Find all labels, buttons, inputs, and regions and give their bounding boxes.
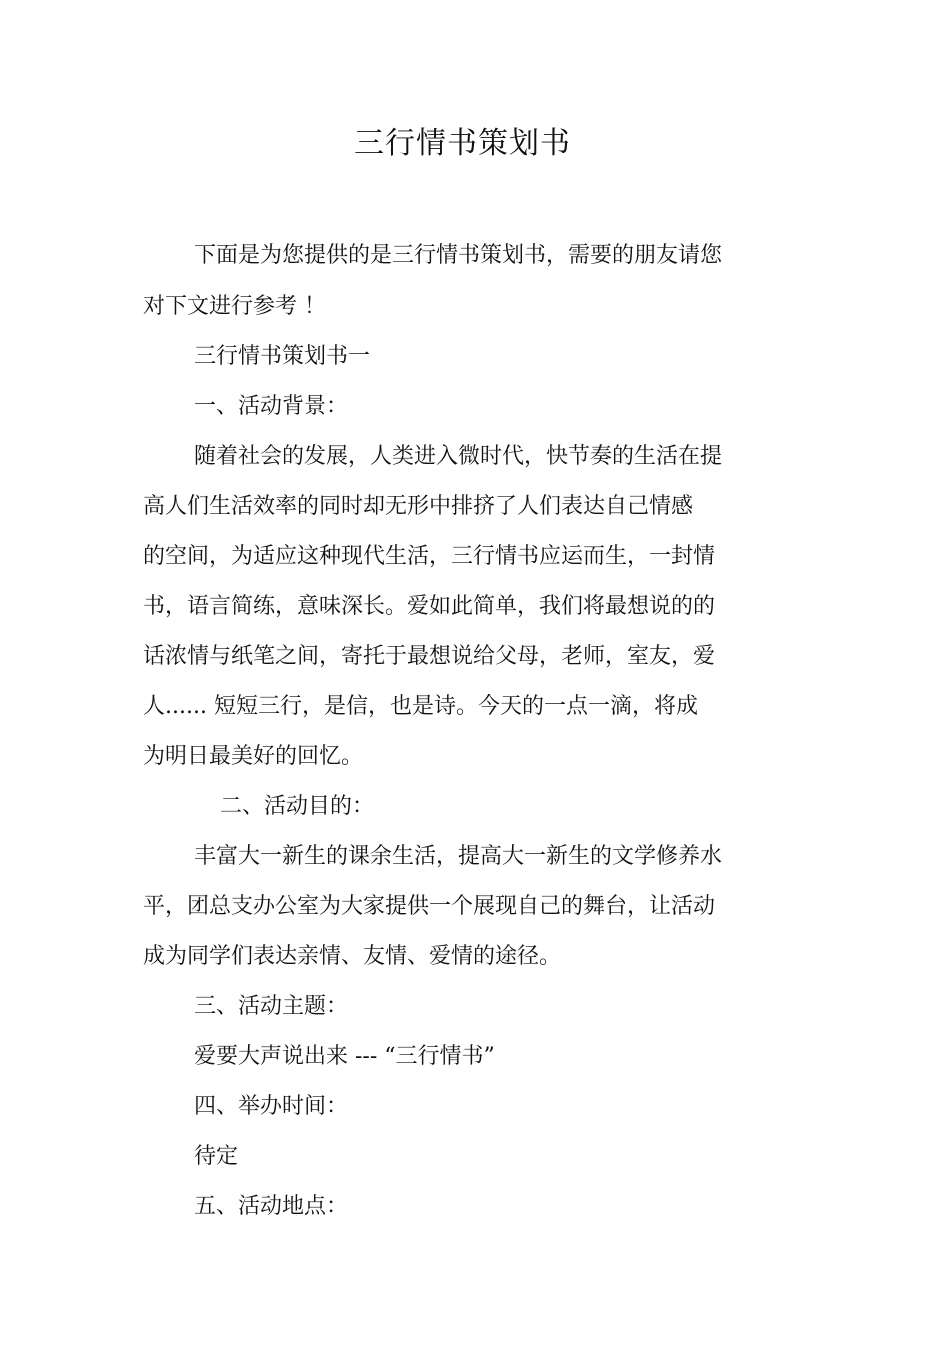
paragraph-line: 书，语言简练，意味深长。爱如此简单，我们将最想说的的 xyxy=(143,594,716,619)
document-title: 三行情书策划书 xyxy=(354,126,571,161)
section-heading: 五、活动地点： xyxy=(194,1194,349,1219)
paragraph-line: 人...... 短短三行，是信，也是诗。今天的一点一滴，将成 xyxy=(143,694,698,719)
paragraph-line: 的空间，为适应这种现代生活，三行情书应运而生，一封情 xyxy=(143,544,716,569)
section-title: 三行情书策划书一 xyxy=(194,344,371,369)
section-heading: 二、活动目的： xyxy=(220,794,375,819)
paragraph-line: 丰富大一新生的课余生活，提高大一新生的文学修养水 xyxy=(194,844,723,869)
paragraph-line: 高人们生活效率的同时却无形中排挤了人们表达自己情感 xyxy=(143,494,694,519)
paragraph-line: 待定 xyxy=(194,1144,239,1169)
section-heading: 三、活动主题： xyxy=(194,994,349,1019)
paragraph-line: 平，团总支办公室为大家提供一个展现自己的舞台，让活动 xyxy=(143,894,716,919)
section-heading: 一、活动背景： xyxy=(194,394,349,419)
paragraph-line: 对下文进行参考 ！ xyxy=(143,294,326,319)
paragraph-line: 成为同学们表达亲情、友情、爱情的途径。 xyxy=(143,944,562,969)
paragraph-line: 话浓情与纸笔之间，寄托于最想说给父母，老师，室友，爱 xyxy=(143,644,716,669)
section-heading: 四、举办时间： xyxy=(194,1094,349,1119)
paragraph-line: 为明日最美好的回忆。 xyxy=(143,744,364,769)
paragraph-line: 随着社会的发展，人类进入微时代，快节奏的生活在提 xyxy=(194,444,723,469)
paragraph-line: 爱要大声说出来 --- “三行情书” xyxy=(194,1044,495,1069)
paragraph-line: 下面是为您提供的是三行情书策划书，需要的朋友请您 xyxy=(194,243,723,268)
